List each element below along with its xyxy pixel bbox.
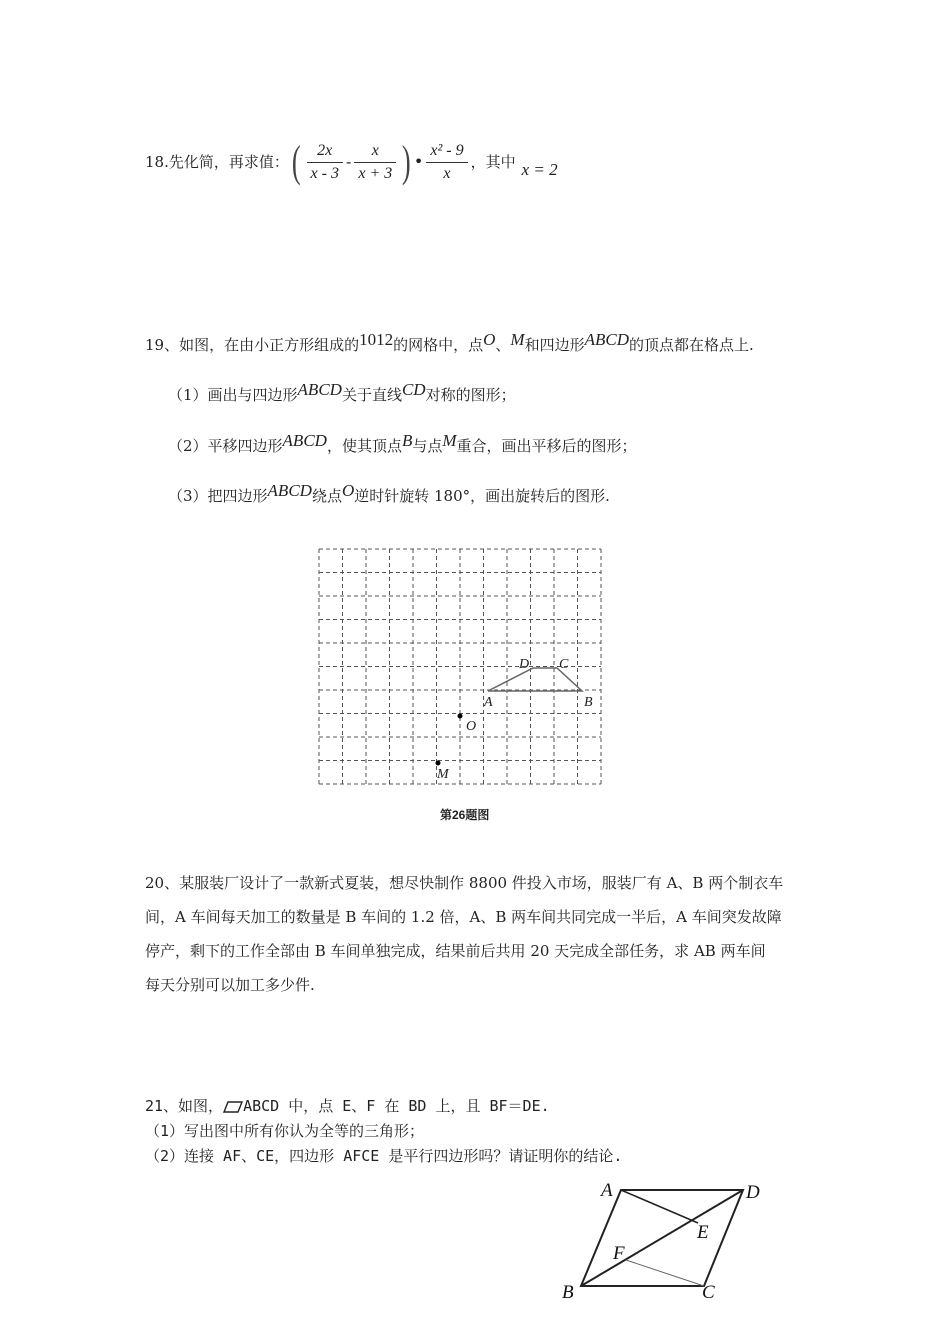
label-b: B: [584, 695, 593, 710]
q21-line-1: [145, 1094, 622, 1119]
q19-sub2-point-b: B: [401, 431, 413, 450]
q19-sub3-c: 逆时针旋转 180°，画出旋转后的图形.: [354, 487, 610, 505]
q21-line-1-b: ABCD 中，点 E、F 在 BD 上，且 BF＝DE.: [243, 1097, 550, 1115]
label-a: A: [601, 1180, 613, 1201]
q19-grid-size: 1012: [359, 330, 394, 349]
q19-sub1-c: 对称的图形；: [425, 386, 516, 404]
point-o-dot: [458, 714, 463, 719]
q20-line-2: 间，A 车间每天加工的数量是 B 车间的 1.2 倍，A、B 两车间共同完成一半后，A 车间突发故障: [145, 908, 782, 926]
q19-sub1-quad: ABCD: [297, 380, 342, 399]
q18-fraction-3: [426, 140, 467, 185]
q21-line-3: （2）连接 AF、CE，四边形 AFCE 是平行四边形吗？请证明你的结论.: [145, 1147, 623, 1165]
q19-sub1-line: CD: [401, 380, 426, 399]
q19-sub1-a: （1）画出与四边形: [168, 386, 298, 404]
q21-parallelogram-figure: [558, 1176, 768, 1304]
q20-line-1: 20、某服装厂设计了一款新式夏装，想尽快制作 8800 件投入市场，服装厂有 A、B 两个制衣车: [145, 874, 784, 892]
question-21: [145, 1094, 622, 1169]
q19-sub2-b: ，使其顶点: [326, 437, 402, 455]
q19-intro-d: 的顶点都在格点上.: [628, 336, 754, 354]
q19-grid-figure: [316, 546, 612, 794]
label-c: C: [702, 1282, 715, 1303]
label-c: C: [559, 657, 569, 672]
q18-frac3-denominator: x: [443, 164, 451, 182]
label-e: E: [697, 1222, 709, 1243]
q19-sub2-a: （2）平移四边形: [168, 437, 283, 455]
q18-fraction-2: [354, 140, 396, 185]
q19-intro-c: 和四边形: [524, 336, 585, 354]
q19-sub3-point-o: O: [341, 481, 355, 500]
q19-figure-caption: 第26题图: [440, 808, 490, 822]
q18-frac2-numerator: x: [354, 140, 396, 163]
q18-frac2-denominator: x + 3: [358, 164, 393, 182]
q18-label: 18.先化简，再求值：: [145, 153, 289, 171]
q19-sub2-quad: ABCD: [282, 431, 327, 450]
label-d: D: [519, 657, 530, 672]
q18-frac1-numerator: 2x: [307, 140, 343, 163]
q19-intro-b: 的网格中，点: [393, 336, 484, 354]
question-20: [145, 866, 810, 1002]
q19-quad: ABCD: [584, 330, 629, 349]
label-m: M: [437, 767, 449, 782]
segment-ae: [621, 1190, 698, 1223]
q19-sub2: [168, 431, 637, 456]
q19-sep: 、: [495, 336, 511, 354]
q19-point-o: O: [483, 330, 496, 349]
parallelogram-symbol-icon: [223, 1101, 243, 1113]
q18-frac1-denominator: x - 3: [310, 164, 339, 182]
q19-sub1-b: 关于直线: [341, 386, 402, 404]
q21-line-2: （1）写出图中所有你认为全等的三角形；: [145, 1122, 425, 1140]
q20-line-4: 每天分别可以加工多少件.: [145, 976, 315, 994]
question-18: [145, 135, 558, 189]
label-a: A: [484, 695, 493, 710]
q20-line-3: 停产，剩下的工作全部由 B 车间单独完成，结果前后共用 20 天完成全部任务，求 AB 两车间: [145, 942, 766, 960]
label-o: O: [466, 719, 477, 734]
q18-fraction-1: [307, 140, 343, 185]
label-f: F: [613, 1243, 625, 1264]
q19-sub2-point-m: M: [442, 431, 457, 450]
q19-sub2-d: 重合，画出平移后的图形；: [456, 437, 637, 455]
q19-sub3-a: （3）把四边形: [168, 487, 268, 505]
q19-sub3-quad: ABCD: [267, 481, 312, 500]
q19-sub2-c: 与点: [412, 437, 443, 455]
q18-minus: -: [345, 152, 352, 171]
label-d: D: [746, 1182, 760, 1203]
q21-line-1-a: 21、如图，: [145, 1097, 224, 1115]
q19-sub1: [168, 380, 516, 405]
q19-point-m: M: [510, 330, 525, 349]
q18-condition: x = 2: [521, 160, 558, 179]
point-m-dot: [436, 761, 441, 766]
segment-fc: [626, 1260, 704, 1286]
label-b: B: [562, 1282, 574, 1303]
q19-sub3: [168, 481, 610, 506]
q18-dot: •: [413, 152, 424, 171]
right-paren: ): [402, 137, 411, 186]
q18-where: ，其中: [470, 153, 516, 171]
left-paren: (: [291, 137, 301, 186]
q19-sub3-b: 绕点: [311, 487, 342, 505]
question-19-intro: [145, 330, 754, 355]
q19-intro-a: 19、如图，在由小正方形组成的: [145, 336, 360, 354]
q18-frac3-numerator: x² - 9: [426, 140, 467, 163]
